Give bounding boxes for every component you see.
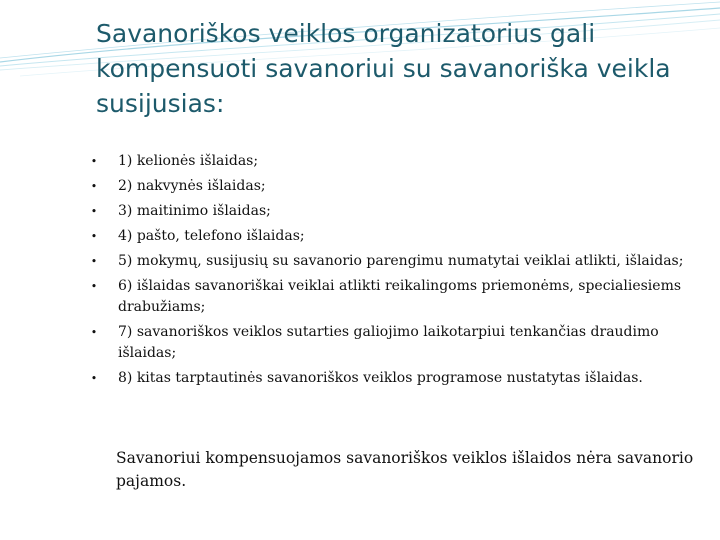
bullet-icon: •: [90, 230, 98, 243]
list-item: [88, 276, 708, 318]
list-item: [88, 201, 708, 222]
expense-list: [88, 151, 708, 393]
bullet-icon: •: [90, 155, 98, 168]
list-item-text: 7) savanoriškos veiklos sutarties galiojimo laikotarpiui tenkančias draudimo išlaidas;: [118, 324, 659, 361]
list-item: [88, 322, 708, 364]
list-item-text: 2) nakvynės išlaidas;: [118, 178, 266, 194]
slide-title: Savanoriškos veiklos organizatorius gali kompensuoti savanoriui su savanoriška veikla susijusias:: [96, 19, 671, 118]
bullet-icon: •: [90, 205, 98, 218]
list-item: [88, 151, 708, 172]
list-item: [88, 368, 708, 389]
list-item-text: 4) pašto, telefono išlaidas;: [118, 228, 305, 244]
list-item-text: 1) kelionės išlaidas;: [118, 153, 259, 169]
bullet-icon: •: [90, 255, 98, 268]
bullet-icon: •: [90, 280, 98, 293]
list-item-text: 3) maitinimo išlaidas;: [118, 203, 271, 219]
list-item-text: 8) kitas tarptautinės savanoriškos veiklos programose nustatytas išlaidas.: [118, 370, 643, 386]
bullet-icon: •: [90, 372, 98, 385]
list-item: [88, 251, 708, 272]
bullet-icon: •: [90, 180, 98, 193]
bullet-icon: •: [90, 326, 98, 339]
list-item-text: 6) išlaidas savanoriškai veiklai atlikti reikalingoms priemonėms, specialiesiems drabužiams;: [118, 278, 682, 315]
list-item-text: 5) mokymų, susijusių su savanorio parengimu numatytai veiklai atlikti, išlaidas;: [118, 253, 684, 269]
list-item: [88, 226, 708, 247]
list-item: [88, 176, 708, 197]
summary-note: Savanoriui kompensuojamos savanoriškos veiklos išlaidos nėra savanorio pajamos.: [116, 449, 694, 490]
